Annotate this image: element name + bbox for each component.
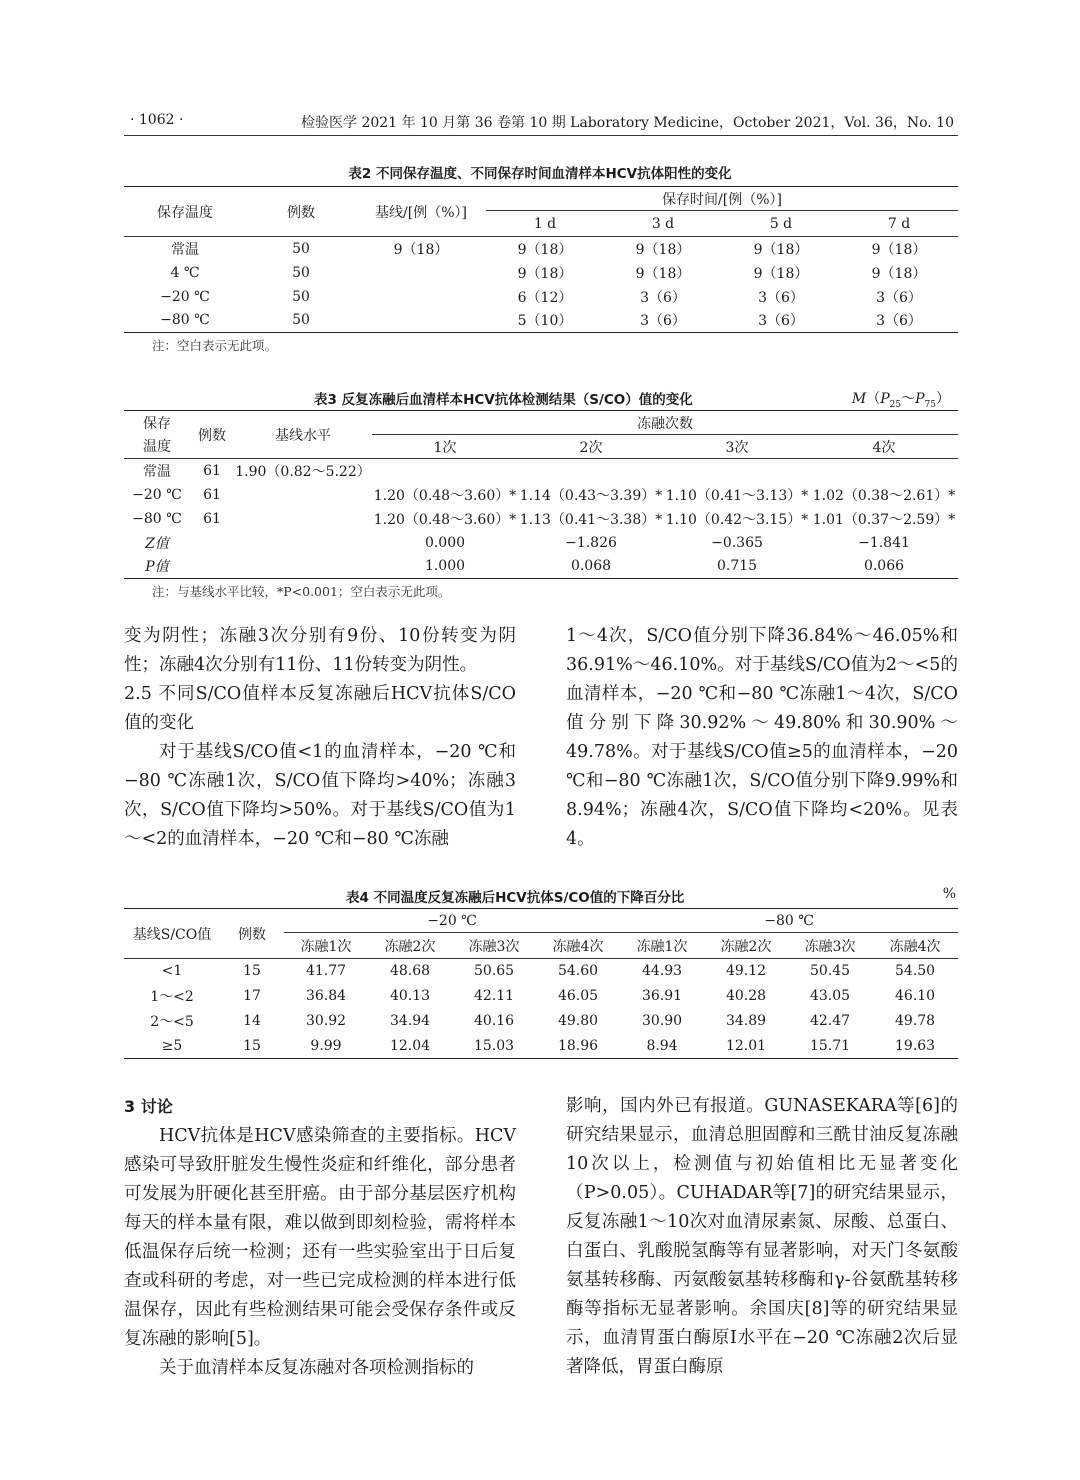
table4-cell: 49.78 xyxy=(895,1013,936,1029)
table2-cell: 常温 xyxy=(171,241,199,258)
table2-cell: 9（18） xyxy=(753,265,809,282)
table-row xyxy=(124,1034,958,1059)
table4-cell: 50.65 xyxy=(473,963,515,980)
table4-cell: <1 xyxy=(161,963,183,980)
table4-cell: 40.16 xyxy=(473,1013,515,1029)
table3-cell: −0.365 xyxy=(711,534,763,551)
page-number: · 1062 · xyxy=(130,112,184,128)
table4-header-cycle: 冻融3次 xyxy=(452,933,536,959)
table2-cell: 3（6） xyxy=(758,289,804,306)
table3-unit: $M(P_{25}\sim P_{75})$ xyxy=(851,391,950,410)
table4-header-group: −20 ℃ xyxy=(284,909,620,933)
table4-cell: 15 xyxy=(243,963,261,980)
table2-cell: 5（10） xyxy=(486,309,604,333)
body-left-column-1 xyxy=(124,622,516,854)
table4-cell: 48.68 xyxy=(389,963,431,980)
table3-cell: −1.826 xyxy=(565,534,617,551)
table2 xyxy=(124,186,958,333)
table4-cell: 44.93 xyxy=(641,963,683,980)
table4-cell: 8.94 xyxy=(620,1034,704,1059)
table3-cell: −80 ℃ xyxy=(132,510,182,527)
table2-header-base: 基线/[例（%）] xyxy=(356,187,486,237)
table4-cell: 34.89 xyxy=(725,1013,767,1029)
table3-cell xyxy=(518,459,664,483)
table4-cell: 42.47 xyxy=(809,1013,851,1029)
table4-cell: 40.13 xyxy=(389,988,431,1004)
table4-header-cycle: 冻融3次 xyxy=(788,933,872,959)
table-row xyxy=(124,459,958,483)
table4-header-cycle: 冻融2次 xyxy=(704,933,788,959)
table3-cell xyxy=(664,459,810,483)
table-row xyxy=(124,959,958,984)
table3-cell: −1.841 xyxy=(858,534,910,551)
body-right-column-2 xyxy=(566,1092,958,1382)
table3-cell: 61 xyxy=(203,486,221,503)
paragraph: 变为阴性；冻融3次分别有9份、10份转变为阴性；冻融4次分别有11份、11份转变为阴性。 xyxy=(124,626,516,675)
table2-cell: 9（18） xyxy=(393,241,449,258)
subsection-heading: 2.5 不同S/CO值样本反复冻融后HCV抗体S/CO值的变化 xyxy=(124,684,516,733)
table4-cell: 17 xyxy=(243,988,261,1004)
table2-cell: 50 xyxy=(292,288,310,305)
table4-cell: 36.91 xyxy=(641,988,683,1004)
table4-header-cycle: 冻融4次 xyxy=(872,933,958,959)
table4-cell: 12.01 xyxy=(704,1034,788,1059)
table3-cell: 0.715 xyxy=(664,555,810,579)
table4-cell: 54.50 xyxy=(895,963,936,980)
table2-cell: 9（18） xyxy=(871,241,927,258)
table2-header-day: 3 d xyxy=(604,211,722,237)
table3-cell: 1.01（0.37～2.59）* xyxy=(812,511,956,528)
table4-cell: 18.96 xyxy=(536,1034,620,1059)
table3-cell xyxy=(234,555,372,579)
header-rule xyxy=(124,135,958,136)
table4-cell: 50.45 xyxy=(809,963,851,980)
table3-cell: 1.10（0.41～3.13）* xyxy=(665,487,809,504)
table4-cell: ≥5 xyxy=(124,1034,220,1059)
paragraph: 影响，国内外已有报道。GUNASEKARA等[6]的研究结果显示，血清总胆固醇和三酰甘油反复冻融10次以上，检测值与初始值相比无显著变化（P>0.05）。CUHADAR等[7]的研究结果显示，反复冻融1～10次对血清尿素氮、尿酸、总蛋白、白蛋白、乳酸脱氢酶等有显著影响，对天门冬氨酸氨基转移酶、丙氨酸氨基转移酶和γ-谷氨酰基转移酶等指标无显著影响。余国庆[8]等的研究结果显示，血清胃蛋白酶原Ⅰ水平在−20 ℃冻融2次后显著降低，胃蛋白酶原 xyxy=(566,1096,958,1377)
body-right-column-1 xyxy=(566,622,958,854)
table4-unit: % xyxy=(942,886,956,902)
table3-cell: 1.13（0.41～3.38）* xyxy=(519,511,663,528)
table4-cell: 46.05 xyxy=(557,988,599,1004)
table2-cell: 9（18） xyxy=(517,265,573,282)
table2-cell: 4 ℃ xyxy=(170,264,200,281)
table2-header-n: 例数 xyxy=(246,187,356,237)
table4-cell: 30.92 xyxy=(305,1013,347,1029)
table2-cell: 9（18） xyxy=(517,241,573,258)
table2-cell: 3（6） xyxy=(840,309,958,333)
table3-caption: 表3 反复冻融后血清样本HCV抗体检测结果（S/CO）值的变化 xyxy=(314,392,693,408)
table2-caption: 表2 不同保存温度、不同保存时间血清样本HCV抗体阳性的变化 xyxy=(348,166,732,182)
table2-cell: 50 xyxy=(292,240,310,257)
table3-cell: 1.20（0.48～3.60）* xyxy=(373,487,517,504)
table2-cell: −80 ℃ xyxy=(124,309,246,333)
table4-header-n: 例数 xyxy=(220,909,284,959)
table2-header-temp: 保存温度 xyxy=(124,187,246,237)
table2-header-day: 7 d xyxy=(840,211,958,237)
table-row xyxy=(124,531,958,555)
table4-header-cycle: 冻融1次 xyxy=(284,933,368,959)
table3-header-cycle: 1次 xyxy=(372,435,518,459)
table2-cell: 9（18） xyxy=(635,265,691,282)
table3-header-n: 例数 xyxy=(190,411,234,459)
table3-cell xyxy=(372,459,518,483)
table4-cell: 1～<2 xyxy=(150,989,194,1005)
table3-cell: 0.000 xyxy=(424,534,466,551)
table2-cell: 50 xyxy=(292,264,310,281)
table3 xyxy=(124,410,958,579)
table2-cell: 6（12） xyxy=(517,289,573,306)
table2-cell: 9（18） xyxy=(753,241,809,258)
table4-cell: 36.84 xyxy=(305,988,347,1004)
paragraph: HCV抗体是HCV感染筛查的主要指标。HCV感染可导致肝脏发生慢性炎症和纤维化，部分患者可发展为肝硬化甚至肝癌。由于部分基层医疗机构每天的样本量有限，难以做到即刻检验，需将样本低温保存后统一检测；还有一些实验室出于日后复查或科研的考虑，对一些已完成检测的样本进行低温保存，因此有些检测结果可能会受保存条件或反复冻融的影响[5]。 xyxy=(124,1126,516,1349)
table3-cell: 常温 xyxy=(143,463,171,480)
table3-cell: 1.02（0.38～2.61）* xyxy=(812,487,956,504)
table4-cell: 15.03 xyxy=(452,1034,536,1059)
table4-cell: 2～<5 xyxy=(150,1014,194,1030)
table2-header-day: 1 d xyxy=(486,211,604,237)
table3-cell: P值 xyxy=(124,555,190,579)
table3-cell: 0.066 xyxy=(810,555,958,579)
table4-header-cycle: 冻融1次 xyxy=(620,933,704,959)
table-row xyxy=(124,507,958,531)
table3-note: 注：与基线水平比较，*P<0.001；空白表示无此项。 xyxy=(152,584,451,599)
table3-cell: 1.20（0.48～3.60）* xyxy=(373,511,517,528)
table3-header-cycles: 冻融次数 xyxy=(372,411,958,435)
table3-cell: 61 xyxy=(203,510,221,527)
table3-cell xyxy=(234,531,372,555)
table-row xyxy=(124,309,958,333)
table3-cell: 1.14（0.43～3.39）* xyxy=(519,487,663,504)
table2-cell: 3（6） xyxy=(876,289,922,306)
table2-header-time: 保存时间/[例（%）] xyxy=(486,187,958,211)
paragraph: 对于基线S/CO值<1的血清样本，−20 ℃和−80 ℃冻融1次，S/CO值下降均>40%；冻融3次，S/CO值下降均>50%。对于基线S/CO值为1～<2的血清样本，−20 ℃和−80 ℃冻融 xyxy=(124,742,516,849)
table3-cell: Z值 xyxy=(145,535,169,552)
table-row xyxy=(124,237,958,261)
body-left-column-2 xyxy=(124,1092,516,1383)
table-row xyxy=(124,483,958,507)
table4-cell: 42.11 xyxy=(473,988,515,1004)
table3-cell: 0.068 xyxy=(518,555,664,579)
table3-cell: 1.000 xyxy=(372,555,518,579)
table4-cell: 19.63 xyxy=(872,1034,958,1059)
journal-header: 检验医学 2021 年 10 月第 36 卷第 10 期 Laboratory Medicine，October 2021，Vol. 36，No. 10 xyxy=(301,115,954,131)
table3-cell: 61 xyxy=(203,462,221,479)
table4-cell: 43.05 xyxy=(809,988,851,1004)
table3-header-temp: 保存 xyxy=(124,411,190,435)
table2-cell xyxy=(356,285,486,309)
table3-cell: 1.90（0.82～5.22） xyxy=(235,463,371,480)
table-row xyxy=(124,261,958,285)
table4-caption: 表4 不同温度反复冻融后HCV抗体S/CO值的下降百分比 xyxy=(346,890,685,906)
table2-cell: 9（18） xyxy=(871,265,927,282)
table4-cell: 12.04 xyxy=(368,1034,452,1059)
table2-header-day: 5 d xyxy=(722,211,840,237)
table4-header-base: 基线S/CO值 xyxy=(124,909,220,959)
table2-cell: 3（6） xyxy=(640,289,686,306)
table2-cell: 3（6） xyxy=(722,309,840,333)
table3-header-temp2: 温度 xyxy=(124,435,190,459)
table4-header-cycle: 冻融4次 xyxy=(536,933,620,959)
paragraph: 1～4次，S/CO值分别下降36.84%～46.05%和36.91%～46.10%。对于基线S/CO值为2～<5的血清样本，−20 ℃和−80 ℃冻融1～4次，S/CO值分别下降30.92%～49.80%和30.90%～49.78%。对于基线S/CO值≥5的血清样本，−20 ℃和−80 ℃冻融1次，S/CO值分别下降9.99%和8.94%；冻融4次，S/CO值下降均<20%。见表4。 xyxy=(566,626,958,849)
table4-header-cycle: 冻融2次 xyxy=(368,933,452,959)
table-row xyxy=(124,555,958,579)
table2-cell xyxy=(356,261,486,285)
table4-cell: 14 xyxy=(243,1013,261,1029)
table2-cell: 50 xyxy=(246,309,356,333)
table3-cell xyxy=(190,531,234,555)
table2-cell: 3（6） xyxy=(604,309,722,333)
table3-header-cycle: 3次 xyxy=(664,435,810,459)
table3-header-base: 基线水平 xyxy=(234,411,372,459)
table3-cell xyxy=(234,507,372,531)
table4-cell: 30.90 xyxy=(641,1013,683,1029)
table2-cell xyxy=(356,309,486,333)
table4-cell: 54.60 xyxy=(557,963,599,980)
table4-cell: 15.71 xyxy=(788,1034,872,1059)
table4-cell: 46.10 xyxy=(895,988,936,1004)
table4-cell: 41.77 xyxy=(305,963,347,980)
paragraph: 关于血清样本反复冻融对各项检测指标的 xyxy=(159,1358,474,1378)
table3-cell xyxy=(234,483,372,507)
table4-cell: 9.99 xyxy=(284,1034,368,1059)
section-heading: 3 讨论 xyxy=(124,1097,173,1116)
table-row xyxy=(124,984,958,1009)
table4-cell: 34.94 xyxy=(389,1013,431,1029)
table2-cell: −20 ℃ xyxy=(160,288,210,305)
table4-cell: 49.80 xyxy=(557,1013,599,1029)
table4-cell: 15 xyxy=(220,1034,284,1059)
table2-note: 注：空白表示无此项。 xyxy=(152,338,278,353)
table3-cell xyxy=(190,555,234,579)
table2-cell: 9（18） xyxy=(635,241,691,258)
table3-header-cycle: 4次 xyxy=(810,435,958,459)
table3-cell: 1.10（0.42～3.15）* xyxy=(665,511,809,528)
table-row xyxy=(124,285,958,309)
table3-cell xyxy=(810,459,958,483)
table4-cell: 49.12 xyxy=(725,963,767,980)
table3-header-cycle: 2次 xyxy=(518,435,664,459)
table4-cell: 40.28 xyxy=(725,988,767,1004)
table4-header-group: −80 ℃ xyxy=(620,909,958,933)
table4 xyxy=(124,908,958,1059)
table3-cell: −20 ℃ xyxy=(132,486,182,503)
table-row xyxy=(124,1009,958,1034)
